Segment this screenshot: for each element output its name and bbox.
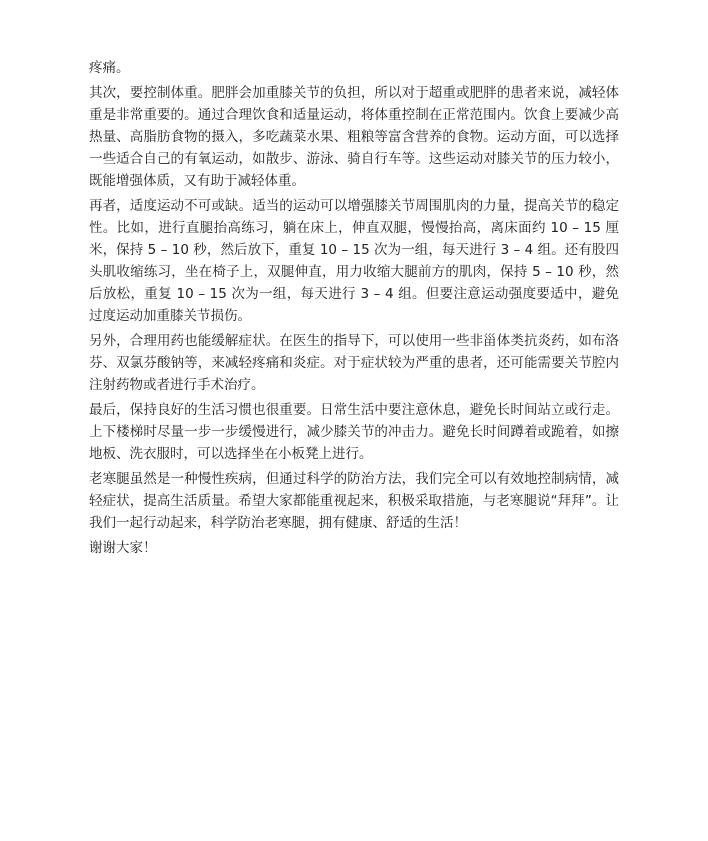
paragraph-conclusion: 老寒腿虽然是一种慢性疾病，但通过科学的防治方法，我们完全可以有效地控制病情，减轻症状，提高生活质量。希望大家都能重视起来，积极采取措施，与老寒腿说“拜拜”。让我们一起行动起来，科学防治老寒腿，拥有健康、舒适的生活！ (89, 471, 619, 531)
paragraph-weight-control: 其次，要控制体重。肥胖会加重膝关节的负担，所以对于超重或肥胖的患者来说，减轻体重是非常重要的。通过合理饮食和适量运动，将体重控制在正常范围内。饮食上要减少高热量、高脂肪食物的摄入，多吃蔬菜水果、粗粮等富含营养的食物。运动方面，可以选择一些适合自己的有氧运动，如散步、游泳、骑自行车等。这些运动对膝关节的压力较小，既能增强体质，又有助于减轻体重。 (89, 85, 619, 189)
paragraph-living-habits: 最后，保持良好的生活习惯也很重要。日常生活中要注意休息，避免长时间站立或行走。上下楼梯时尽量一步一步缓慢进行，减少膝关节的冲击力。避免长时间蹲着或跪着，如擦地板、洗衣服时，可以选择坐在小板凳上进行。 (89, 402, 619, 462)
paragraph-moderate-exercise: 再者，适度运动不可或缺。适当的运动可以增强膝关节周围肌肉的力量，提高关节的稳定性。比如，进行直腿抬高练习，躺在床上，伸直双腿，慢慢抬高，离床面约 10 – 15 厘米，保持 5 – 10 秒，然后放下，重复 10 – 15 次为一组，每天进行 3 – 4 组。还有股四头肌收缩练习，坐在椅子上，双腿伸直，用力收缩大腿前方的肌肉，保持 5 – 10 秒，然后放松，重复 10 – 15 次为一组，每天进行 3 – 4 组。但要注意运动强度要适中，避免过度运动加重膝关节损伤。 (89, 198, 619, 324)
paragraph-medication: 另外，合理用药也能缓解症状。在医生的指导下，可以使用一些非甾体类抗炎药，如布洛芬、双氯芬酸钠等，来减轻疼痛和炎症。对于症状较为严重的患者，还可能需要关节腔内注射药物或者进行手术治疗。 (89, 333, 619, 393)
document-page (89, 57, 619, 559)
paragraph-pain-ending: 疼痛。 (89, 60, 130, 76)
paragraph-thanks: 谢谢大家！ (89, 540, 157, 556)
